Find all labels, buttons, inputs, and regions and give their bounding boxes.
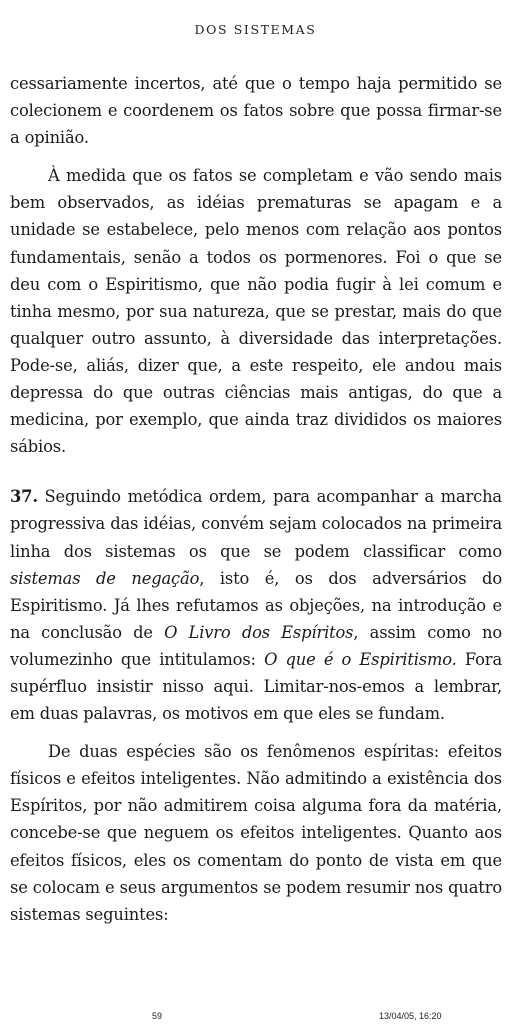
body-text: [10, 70, 502, 928]
paragraph-continued: cessariamente incertos, até que o tempo haja permitido se colecionem e coordenem os fatos sobre que possa firmar-se a opinião.: [10, 74, 502, 148]
footer-page-number: 59: [152, 1011, 163, 1021]
running-head: DOS SISTEMAS: [194, 22, 317, 37]
book-title: O que é o Espiritismo.: [264, 649, 457, 669]
book-title: O Livro dos Espíritos: [164, 622, 354, 642]
text-run: , assim como no volumezinho que intitulamos:: [10, 622, 502, 669]
text-run: Seguindo metódica ordem, para acompanhar a marcha progressiva das idéias, convém sejam colocados na primeira linha dos sistemas os que se podem classificar como: [10, 487, 502, 561]
italic-term: sistemas de negação: [10, 568, 200, 588]
text-run: , isto é, os dos adversários do Espiritismo. Já lhes refutamos as objeções, na introdução e na conclusão de: [10, 568, 502, 642]
text-run: Fora supérfluo insistir nisso aqui. Limitar-nos-emos a lembrar, em duas palavras, os motivos em que eles se fundam.: [10, 649, 503, 724]
footer-timestamp: 13/04/05, 16:20: [379, 1011, 442, 1021]
paragraph: De duas espécies são os fenômenos espíritas: efeitos físicos e efeitos inteligentes. Não admitindo a existência dos Espíritos, por não admitirem coisa alguma fora da matéria, concebe-se que neguem os efeitos inteligentes. Quanto aos efeitos físicos, eles os comentam do ponto de vista em que se colocam e seus argumentos se podem resumir nos quatro sistemas seguintes:: [10, 742, 502, 924]
section-number: 37.: [10, 487, 38, 507]
paragraph: À medida que os fatos se completam e vão sendo mais bem observados, as idéias prematuras se apagam e a unidade se estabelece, pelo menos com relação aos pontos fundamentais, senão a todos os pormenores. Foi o que se deu com o Espiritismo, que não podia fugir à lei comum e tinha mesmo, por sua natureza, que se prestar, mais do que qualquer outro assunto, à diversidade das interpretações. Pode-se, aliás, dizer que, a este respeito, ele andou mais depressa do que outras ciências mais antigas, do que a medicina, por exemplo, que ainda traz divididos os maiores sábios.: [10, 166, 502, 457]
paragraph-section-37: [10, 483, 502, 727]
